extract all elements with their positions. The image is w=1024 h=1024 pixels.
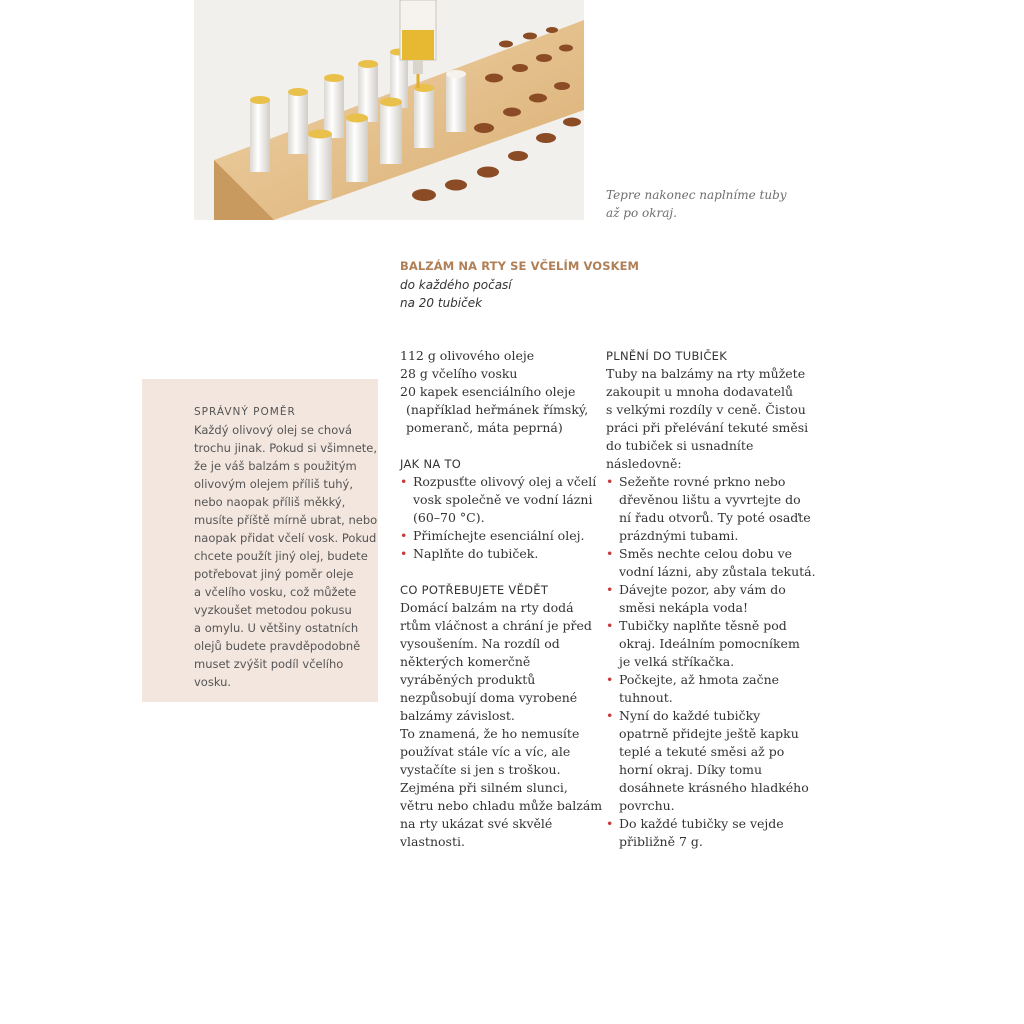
filling-heading: PLNĚNÍ DO TUBIČEK <box>606 349 728 363</box>
caption-line: až po okraj. <box>606 206 677 220</box>
filling-step-line: prázdnými tubami. <box>619 528 739 543</box>
method-heading: JAK NA TO <box>400 457 462 471</box>
ingredient-line: 20 kapek esenciálního oleje <box>400 384 576 399</box>
sidebar-line: naopak přidat včelí vosk. Pokud <box>194 531 377 545</box>
sidebar-line: musíte příště mírně ubrat, nebo <box>194 513 378 527</box>
filling-intro-line: do tubiček si usnadníte <box>606 438 754 453</box>
filling-step: • Směs nechte celou dobu ve <box>606 545 806 563</box>
facts-line: vyráběných produktů <box>400 672 536 687</box>
lip-balm-tubes-photo <box>194 0 584 220</box>
facts-line: vysoušením. Na rozdíl od <box>400 636 560 651</box>
sidebar-line: a včelího vosku, což můžete <box>194 585 357 599</box>
facts-heading: CO POTŘEBUJETE VĚDĚT <box>400 583 549 597</box>
filling-step-line: vodní lázni, aby zůstala tekutá. <box>619 564 816 579</box>
column-ingredients-method <box>400 347 603 851</box>
method-step-line: (60–70 °C). <box>413 510 485 525</box>
method-step: • Rozpusťte olivový olej a včelí <box>400 473 600 491</box>
filling-step-line: opatrně přidejte ještě kapku <box>619 726 799 741</box>
sidebar-box <box>142 379 378 702</box>
filling-intro-line: s velkými rozdíly v ceně. Čistou <box>606 402 806 417</box>
subtitle-line: do každého počasí <box>400 278 512 292</box>
recipe-subtitle <box>400 276 512 312</box>
photo-caption <box>606 186 786 222</box>
recipe-title: BALZÁM NA RTY SE VČELÍM VOSKEM <box>400 259 640 273</box>
sidebar-line: nebo naopak příliš měkký, <box>194 495 346 509</box>
ingredients-list <box>400 347 600 437</box>
method-step: • Přimíchejte esenciální olej. <box>400 527 600 545</box>
sidebar-line: olejů budete pravděpodobně <box>194 639 361 653</box>
sidebar-content <box>194 403 378 691</box>
facts-line: Domácí balzám na rty dodá <box>400 600 574 615</box>
facts-line: na rty ukázat své skvělé <box>400 816 553 831</box>
sidebar-line: potřebovat jiný poměr oleje <box>194 567 354 581</box>
filling-step-line: okraj. Ideálním pomocníkem <box>619 636 800 651</box>
sidebar-line: trochu jinak. Pokud si všimnete, <box>194 441 378 455</box>
sidebar-line: olivovým olejem příliš tuhý, <box>194 477 353 491</box>
filling-step-line: teplé a tekuté směsi až po <box>619 744 785 759</box>
sidebar-line: vosku. <box>194 675 232 689</box>
facts-line: rtům vláčnost a chrání je před <box>400 618 592 633</box>
filling-step-line: přibližně 7 g. <box>619 834 703 849</box>
facts-line: To znamená, že ho nemusíte <box>400 726 580 741</box>
filling-intro-line: následovně: <box>606 456 682 471</box>
sidebar-line: chcete použít jiný olej, budete <box>194 549 368 563</box>
filling-step: • Dávejte pozor, aby vám do <box>606 581 806 599</box>
filling-step-line: tuhnout. <box>619 690 673 705</box>
facts-line: balzámy závislost. <box>400 708 515 723</box>
caption-line: Tepre nakonec naplníme tuby <box>606 188 787 202</box>
filling-step-line: je velká stříkačka. <box>619 654 735 669</box>
facts-line: nezpůsobují doma vyrobené <box>400 690 578 705</box>
filling-intro-line: zakoupit u mnoha dodavatelů <box>606 384 794 399</box>
method-step-line: vosk společně ve vodní lázni <box>413 492 593 507</box>
sidebar-title: SPRÁVNÝ POMĚR <box>194 406 296 418</box>
filling-step: • Do každé tubičky se vejde <box>606 815 806 833</box>
facts-line: Zejména při silném slunci, <box>400 780 568 795</box>
filling-step-line: povrchu. <box>619 798 675 813</box>
ingredient-line: pomeranč, máta peprná) <box>406 420 563 435</box>
subtitle-line: na 20 tubiček <box>400 296 483 310</box>
filling-step: • Tubičky naplňte těsně pod <box>606 617 806 635</box>
filling-step: • Sežeňte rovné prkno nebo <box>606 473 806 491</box>
ingredient-line: 28 g včelího vosku <box>400 366 518 381</box>
ingredient-line: 112 g olivového oleje <box>400 348 535 363</box>
facts-line: větru nebo chladu může balzám <box>400 798 603 813</box>
filling-step-line: dřevěnou lištu a vyvrtejte do <box>619 492 801 507</box>
sidebar-line: muset zvýšit podíl včelího <box>194 657 344 671</box>
sidebar-line: Každý olivový olej se chová <box>194 423 353 437</box>
sidebar-line: a omylu. U většiny ostatních <box>194 621 359 635</box>
sidebar-line: že je váš balzám s použitým <box>194 459 357 473</box>
filling-intro-line: práci při přelévání tekuté směsi <box>606 420 809 435</box>
filling-intro-line: Tuby na balzámy na rty můžete <box>606 366 806 381</box>
ingredient-line: (například heřmánek římský, <box>406 402 589 417</box>
facts-line: vystačíte si jen s troškou. <box>400 762 561 777</box>
method-step: • Naplňte do tubiček. <box>400 545 600 563</box>
sidebar-line: vyzkoušet metodou pokusu <box>194 603 352 617</box>
facts-line: některých komerčně <box>400 654 531 669</box>
column-filling <box>606 347 816 851</box>
filling-step: • Nyní do každé tubičky <box>606 707 806 725</box>
facts-line: vlastnosti. <box>400 834 465 849</box>
filling-step-line: směsi nekápla voda! <box>619 600 749 615</box>
filling-step-line: horní okraj. Díky tomu <box>619 762 763 777</box>
filling-step-line: ní řadu otvorů. Ty poté osaďte <box>619 510 811 525</box>
facts-line: používat stále víc a víc, ale <box>400 744 571 759</box>
filling-step: • Počkejte, až hmota začne <box>606 671 806 689</box>
filling-step-line: dosáhnete krásného hladkého <box>619 780 809 795</box>
